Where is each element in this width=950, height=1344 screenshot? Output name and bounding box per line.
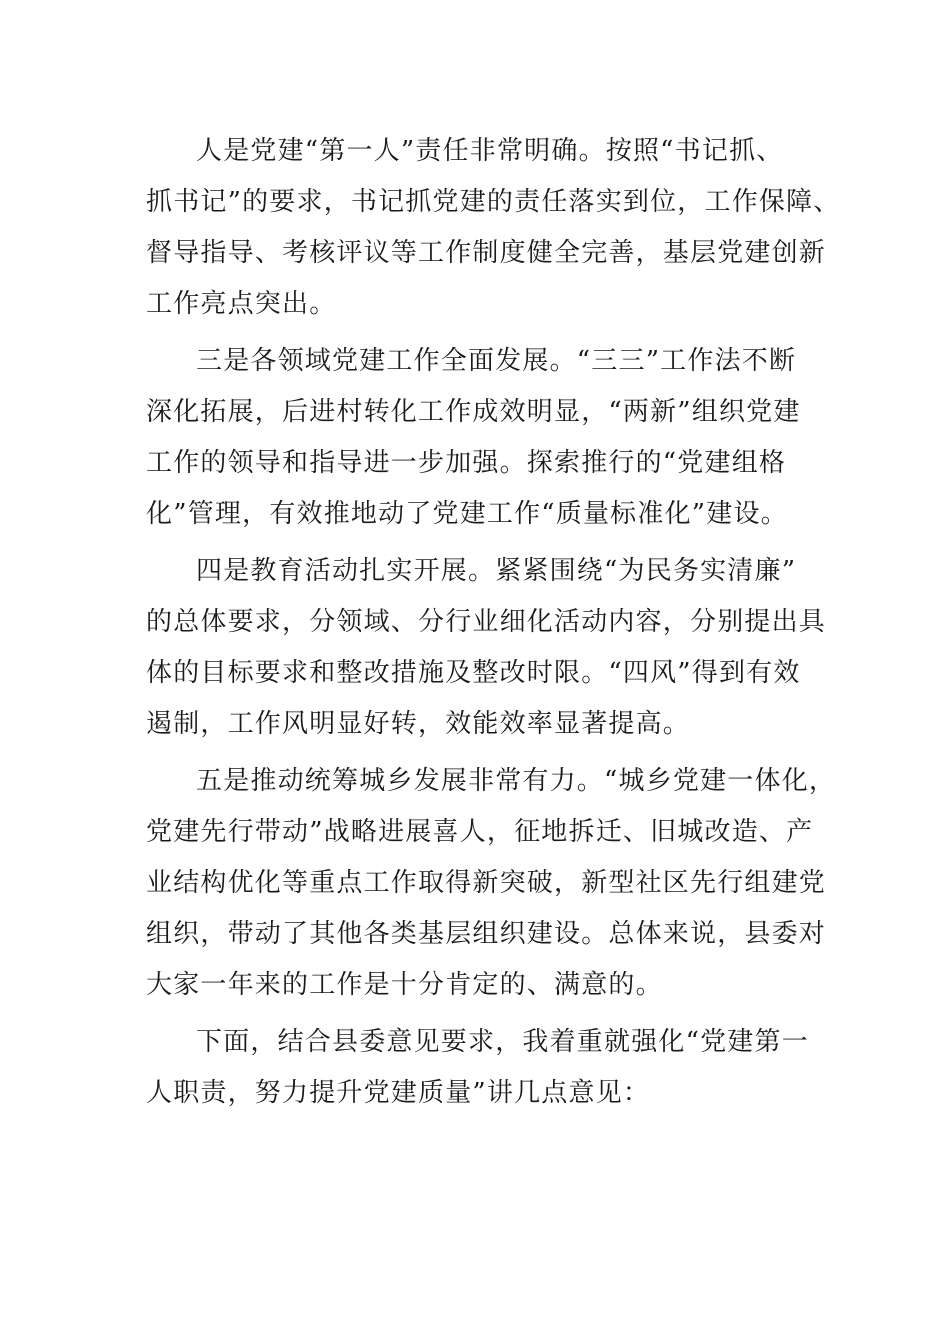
paragraph-line: 业结构优化等重点工作取得新突破，新型社区先行组建党 [146,868,827,898]
paragraph-line: 体的目标要求和整改措施及整改时限。“四风”得到有效 [146,658,801,688]
paragraph-line: 督导指导、考核评议等工作制度健全完善，基层党建创新 [146,238,827,268]
paragraph-line: 大家一年来的工作是十分肯定的、满意的。 [146,970,663,1000]
paragraph-line: 人是党建“第一人”责任非常明确。按照“书记抓、 [196,136,784,166]
paragraph-line: 人职责，努力提升党建质量”讲几点意见： [146,1078,651,1108]
paragraph-line: 三是各领域党建工作全面发展。“三三”工作法不断 [196,346,797,376]
paragraph-line: 工作亮点突出。 [146,289,337,319]
paragraph-line: 抓书记”的要求，书记抓党建的责任落实到位，工作保障、 [146,187,841,217]
paragraph-line: 深化拓展，后进村转化工作成效明显，“两新”组织党建 [146,397,801,427]
paragraph-line: 遏制，工作风明显好转，效能效率显著提高。 [146,709,691,739]
paragraph-line: 组织，带动了其他各类基层组织建设。总体来说，县委对 [146,919,827,949]
paragraph-line: 的总体要求，分领域、分行业细化活动内容，分别提出具 [146,607,827,637]
paragraph-line: 化”管理，有效推地动了党建工作“质量标准化”建设。 [146,499,788,529]
paragraph-line: 工作的领导和指导进一步加强。探索推行的“党建组格 [146,448,787,478]
paragraph-line: 下面，结合县委意见要求，我着重就强化“党建第一 [196,1027,809,1057]
paragraph-line: 四是教育活动扎实开展。紧紧围绕“为民务实清廉” [196,556,797,586]
paragraph-line: 党建先行带动”战略进展喜人，征地拆迁、旧城改造、产 [146,817,814,847]
paragraph-line: 五是推动统筹城乡发展非常有力。“城乡党建一体化， [196,766,837,796]
